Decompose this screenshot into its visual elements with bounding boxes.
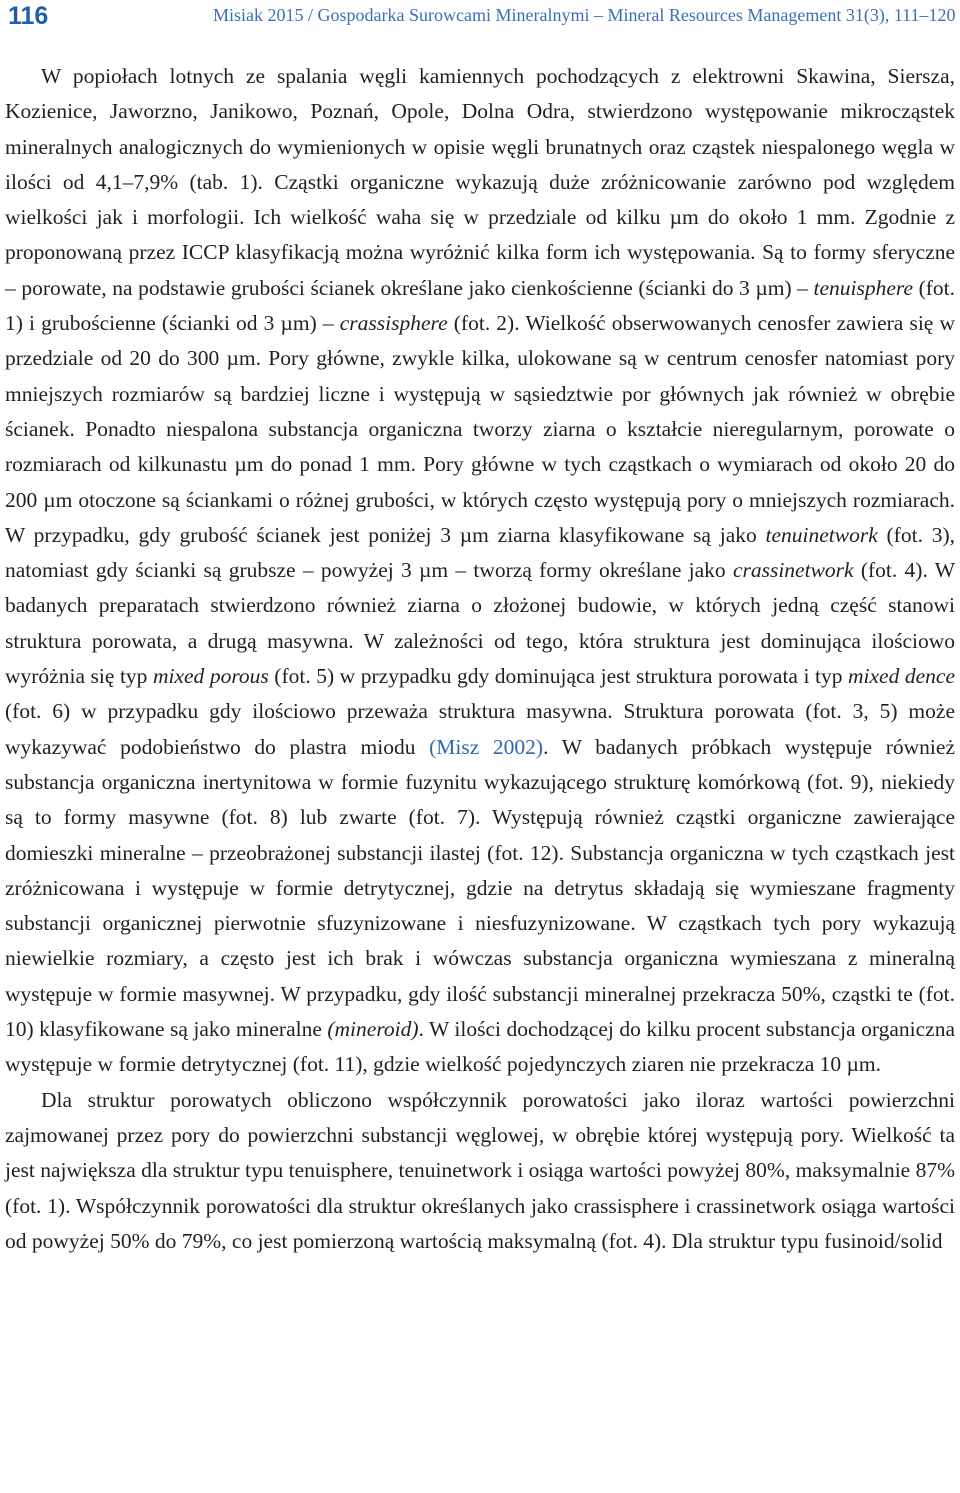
italic-term: crassisphere xyxy=(339,311,448,336)
text-run: W popiołach lotnych ze spalania węgli kamiennych pochodzących z elektrowni Skawina, Siersza, Kozienice, Jaworzno, Janikowo, Poznań, Opole, Dolna Odra, stwierdzono występowanie mikrocząstek mineralnych analogicznych do wymienionych w opisie węgli brunatnych oraz cząstek niespalonego węgla w ilości od 4,1–7,9% (tab. 1). Cząstki organiczne wykazują duże zróżnicowanie zarówno pod względem wielkości jak i morfologii. Ich wielkość waha się w przedziale od kilku µm do około 1 mm. Zgodnie z proponowaną przez ICCP klasyfikacją można wyróżnić kilka form ich występowania. Są to formy sferyczne – porowate, na podstawie grubości ścianek określane jako cienkościenne (ścianki do 3 µm) – xyxy=(5,64,955,300)
text-run: . W badanych próbkach występuje również substancja organiczna inertynitowa w formie fuzynitu wykazującego strukturę komórkową (fot. 9), niekiedy są to formy masywne (fot. 8) lub zwarte (fot. 7). Występują również cząstki organiczne zawierające domieszki mineralne – przeobrażonej substancji ilastej (fot. 12). Substancja organiczna w tych cząstkach jest zróżnicowana i występuje w formie detrytycznej, gdzie na detrytus składają się wymieszane fragmenty substancji organicznej pierwotnie sfuzynizowane i niesfuzynizowane. W cząstkach tych pory wykazują niewielkie rozmiary, a często jest ich brak i wówczas substancja organiczna wymieszana z mineralną występuje w formie masywnej. W przypadku, gdy ilość substancji mineralnej przekracza 50%, cząstki te (fot. 10) klasyfikowane są jako mineralne xyxy=(5,734,955,1042)
text-run: (fot. 1) i grubościenne (ścianki od 3 µm) – xyxy=(5,275,955,336)
italic-term: (mineroid) xyxy=(327,1017,419,1042)
text-run: (fot. 3), natomiast gdy ścianki są grubsze – powyżej 3 µm – tworzą formy określane jako xyxy=(5,522,955,583)
italic-term: tenuinetwork xyxy=(765,522,878,547)
text-run: (fot. 4). W badanych preparatach stwierdzono również ziarna o złożonej budowie, w których jedną część stanowi struktura porowata, a drugą masywna. W zależności od tego, która struktura jest dominująca ilościowo wyróżnia się typ xyxy=(5,558,955,689)
text-run: Dla struktur porowatych obliczono współczynnik porowatości jako iloraz wartości powierzchni zajmowanej przez pory do powierzchni substancji węglowej, w obrębie której występują pory. Wielkość ta jest największa dla struktur typu tenuisphere, tenuinetwork i osiąga wartości powyżej 80%, maksymalnie 87% (fot. 1). Współczynnik porowatości dla struktur określanych jako crassisphere i crassinetwork osiąga wartości od powyżej 50% do 79%, co jest pomierzoną wartością maksymalną (fot. 4). Dla struktur typu fusinoid/solid xyxy=(5,1087,955,1253)
paragraph xyxy=(5,59,955,1083)
text-run: (fot. 6) w przypadku gdy ilościowo przeważa struktura masywna. Struktura porowata (fot. 3, 5) może wykazywać podobieństwo do plastra miodu xyxy=(5,699,955,759)
running-head: Misiak 2015 / Gospodarka Surowcami Mineralnymi – Mineral Resources Management 31(3), 111–120 xyxy=(213,5,956,25)
text-run: (fot. 2). Wielkość obserwowanych cenosfer zawiera się w przedziale od 20 do 300 µm. Pory główne, zwykle kilka, ulokowane są w centrum cenosfer natomiast pory mniejszych rozmiarów są bardziej liczne i występują w sąsiedztwie por głównych jak również w obrębie ścianek. Ponadto niespalona substancja organiczna tworzy ziarna o kształcie nieregularnym, porowate o rozmiarach od kilkunastu µm do ponad 1 mm. Pory główne w tych cząstkach o wymiarach od około 20 do 200 µm otoczone są ściankami o różnej grubości, w których często występują pory o mniejszych rozmiarach. W przypadku, gdy grubość ścianek jest poniżej 3 µm ziarna klasyfikowane są jako xyxy=(5,311,955,547)
italic-term: mixed porous xyxy=(152,664,269,689)
citation-link[interactable]: (Misz 2002) xyxy=(429,734,544,759)
text-run: (fot. 5) w przypadku gdy dominująca jest struktura porowata i typ xyxy=(268,664,849,689)
italic-term: mixed dence xyxy=(848,664,956,689)
body-text xyxy=(5,59,955,1259)
text-run: . W ilości dochodzącej do kilku procent substancja organiczna występuje w formie detrytycznej (fot. 11), gdzie wielkość pojedynczych ziaren nie przekracza 10 µm. xyxy=(5,1017,955,1077)
page-number: 116 xyxy=(8,2,49,30)
page-header xyxy=(0,0,960,40)
italic-term: crassinetwork xyxy=(732,558,854,583)
italic-term: tenuisphere xyxy=(813,275,914,300)
paragraph xyxy=(5,1083,955,1259)
